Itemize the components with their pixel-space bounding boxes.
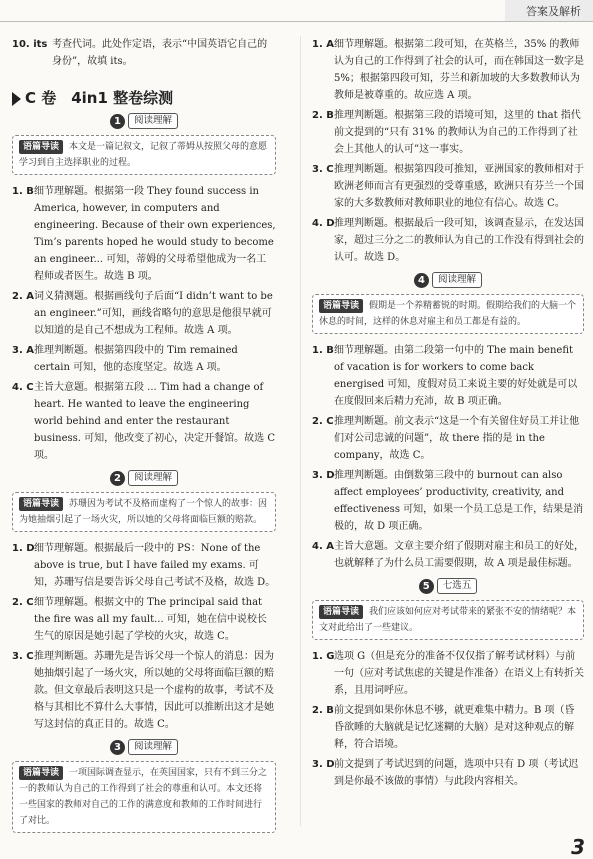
question-number: 3. C xyxy=(312,164,334,175)
question-text: 推理判断题。苏珊先是告诉父母一个惊人的消息：因为她抽烟引起了一场火灾，所以她的父母将面临巨额的赔款。但文章最后表明这只是一个虚构的故事，考试不及格与其相比不算什么大事情，因此可以推断出这才是她写这封信的真正目的。故选 C。 xyxy=(34,651,274,730)
question-item xyxy=(312,107,584,158)
question-number: 3. D xyxy=(312,470,335,481)
question-text: 推理判断题。由倒数第三段中的 burnout can also affect employees’ productivity, creativity, and effectiveness 可知，如果一个员工总是工作，结果是消极的，故 D 项正确。 xyxy=(334,470,584,532)
question-number: 10. its xyxy=(12,39,48,50)
part-heading-3 xyxy=(12,739,276,755)
question-number: 1. G xyxy=(312,651,335,662)
header-title: 答案及解析 xyxy=(526,5,581,18)
part-type-tag: 阅读理解 xyxy=(432,272,482,288)
question-text: 细节理解题。根据最后一段中的 PS：None of the above is true, but I have failed my exams. 可知，苏珊写信是要告诉父母自己考试不及格，故选 D。 xyxy=(34,543,276,588)
question-text: 推理判断题。前文表示“这是一个有关留住好员工并让他们对公司忠诚的问题”，故 there 指的是 in the company，故选 C。 xyxy=(334,416,580,461)
part-type-tag: 七选五 xyxy=(437,578,478,594)
question-text: 细节理解题。根据第二段可知，在英格兰，35% 的教师认为自己的工作得到了社会的认可，而在韩国这一数字是 5%；根据第四段可知，芬兰和新加坡的大多数教师认为教师是被尊重的。故应选 A 项。 xyxy=(334,39,584,101)
page-number: 3 xyxy=(571,835,585,859)
guide-text: 本文是一篇记叙文，记叙了蒂姆从按照父母的意愿学习到自主选择职业的过程。 xyxy=(19,142,268,168)
question-number: 4. C xyxy=(12,382,34,393)
triangle-icon xyxy=(12,92,21,106)
part-heading-1 xyxy=(12,113,276,129)
right-column xyxy=(312,36,584,793)
guide-label: 语篇导读 xyxy=(19,497,63,511)
guide-label: 语篇导读 xyxy=(319,605,363,619)
question-text: 前文提到如果你休息不够，就更难集中精力。B 项（昏昏欲睡的大脑就是记忆迷糊的大脑）是对这种观点的解释，符合语境。 xyxy=(334,705,575,750)
part-number-badge: 1 xyxy=(110,114,125,129)
question-item xyxy=(312,648,584,699)
question-text: 细节理解题。根据文中的 The principal said that the fire was all my fault... 可知，她在信中说校长生气的原因是她引起了学校的火灾，故选 C。 xyxy=(34,597,267,642)
question-number: 1. B xyxy=(12,186,34,197)
section-title-text: C 卷 4in1 整卷综测 xyxy=(25,89,174,107)
section-title xyxy=(12,90,276,107)
question-text: 细节理解题。由第二段第一句中的 The main benefit of vacation is for workers to come back energised 可知，度假对员工来说主要的好处就是可以在度假回来后精力充沛，故 B 项正确。 xyxy=(334,345,578,407)
question-item xyxy=(312,702,584,753)
question-number: 4. A xyxy=(312,541,334,552)
question-text: 前文提到了考试迟到的问题，选项中只有 D 项（考试迟到是你最不该做的事情）与此段内容相关。 xyxy=(334,759,579,787)
part-heading-4 xyxy=(312,272,584,288)
reading-guide xyxy=(12,492,276,532)
question-item xyxy=(12,183,276,285)
question-item xyxy=(312,538,584,572)
question-text: 推理判断题。根据第四段可推知，亚洲国家的教师相对于欧洲老师而言有更强烈的受尊重感，欧洲只有芬兰一个国家的大多数教师对教师职业的地位有信心。故选 C。 xyxy=(334,164,584,209)
header-rule xyxy=(0,21,593,22)
question-number: 1. A xyxy=(312,39,334,50)
question-text: 推理判断题。根据第四段中的 Tim remained certain 可知，他的态度坚定。故选 A 项。 xyxy=(34,345,238,373)
question-item xyxy=(312,756,584,790)
part-number-badge: 4 xyxy=(414,273,429,288)
question-item xyxy=(312,161,584,212)
question-text: 主旨大意题。文章主要介绍了假期对雇主和员工的好处，也就解释了为什么员工需要假期，故 A 项是最佳标题。 xyxy=(334,541,584,569)
part-type-tag: 阅读理解 xyxy=(128,470,178,486)
part-number-badge: 2 xyxy=(110,471,125,486)
part-number-badge: 3 xyxy=(110,740,125,755)
question-item xyxy=(312,36,584,104)
question-item xyxy=(312,215,584,266)
part-type-tag: 阅读理解 xyxy=(128,739,178,755)
question-number: 2. B xyxy=(312,705,334,716)
left-column xyxy=(12,36,276,841)
question-text: 词义猜测题。根据画线句子后面“I didn’t want to be an engineer.”可知，画线省略句的意思是他很早就可以知道的是自己不想成为工程师。故选 A 项。 xyxy=(34,291,273,336)
reading-guide xyxy=(312,294,584,334)
question-number: 2. A xyxy=(12,291,34,302)
guide-label: 语篇导读 xyxy=(19,140,63,154)
question-number: 1. B xyxy=(312,345,334,356)
question-text: 推理判断题。根据第三段的语境可知，这里的 that 指代前文提到的“只有 31% 的教师认为自己的工作得到了社会上其他人的认可”这一事实。 xyxy=(334,110,581,155)
question-number: 1. D xyxy=(12,543,35,554)
question-text: 细节理解题。根据第一段 They found success in America, however, in computers and engineering. Because of their own experiences, Tim’s parents hoped he would study to become an engineer... 可知，蒂姆的父母希望他成为一名工程师或者医生。故选 B 项。 xyxy=(34,186,276,282)
question-number: 3. C xyxy=(12,651,34,662)
part-type-tag: 阅读理解 xyxy=(128,113,178,129)
question-text: 主旨大意题。根据第五段 ... Tim had a change of heart. He wanted to leave the engineering world behind and enter the restaurant business. 可知，他改变了初心，决定开餐馆。故选 C 项。 xyxy=(34,382,275,461)
part-heading-5 xyxy=(312,578,584,594)
question-text: 选项 G（但是充分的准备不仅仅指了解考试材料）与前一句（应对考试焦虑的关键是作准备）在语义上有转折关系，且用词呼应。 xyxy=(334,651,584,696)
reading-guide xyxy=(312,600,584,640)
guide-text: 我们应该如何应对考试带来的紧张不安的情绪呢？本文对此给出了一些建议。 xyxy=(319,607,577,633)
guide-text: 苏珊因为考试不及格而虚构了一个惊人的故事：因为她抽烟引起了一场火灾，所以她的父母将面临巨额的赔款。 xyxy=(19,499,268,525)
question-text: 推理判断题。根据最后一段可知，该调查显示，在发达国家，超过三分之二的教师认为自己的工作没有得到社会的认可。故选 D。 xyxy=(334,218,584,263)
guide-text: 假期是一个养精蓄锐的时期。假期给我们的大脑一个休息的时间，这样的休息对雇主和员工都是有益的。 xyxy=(319,301,577,327)
question-item xyxy=(12,540,276,591)
question-text: 考查代词。此处作定语，表示“中国英语它自己的身份”，故填 its。 xyxy=(52,39,268,67)
part-number-badge: 5 xyxy=(419,579,434,594)
reading-guide xyxy=(12,761,276,833)
question-item xyxy=(312,467,584,535)
question-number: 2. B xyxy=(312,110,334,121)
guide-text: 一项国际调查显示，在英国国家，只有不到三分之一的教师认为自己的工作得到了社会的尊重和认可。本文还将一些国家的教师对自己的工作的满意度和教师的工作时间进行了对比。 xyxy=(19,768,268,826)
question-item xyxy=(12,379,276,464)
question-number: 2. C xyxy=(312,416,334,427)
question-item xyxy=(12,342,276,376)
question-item xyxy=(12,288,276,339)
part-heading-2 xyxy=(12,470,276,486)
question-number: 2. C xyxy=(12,597,34,608)
question-item xyxy=(312,342,584,410)
reading-guide xyxy=(12,135,276,175)
question-item xyxy=(12,36,276,70)
question-number: 4. D xyxy=(312,218,335,229)
question-item xyxy=(12,594,276,645)
question-item xyxy=(312,413,584,464)
column-divider xyxy=(300,36,301,826)
page-header xyxy=(0,0,593,22)
guide-label: 语篇导读 xyxy=(19,766,63,780)
question-item xyxy=(12,648,276,733)
guide-label: 语篇导读 xyxy=(319,299,363,313)
question-number: 3. D xyxy=(312,759,335,770)
question-number: 3. A xyxy=(12,345,34,356)
